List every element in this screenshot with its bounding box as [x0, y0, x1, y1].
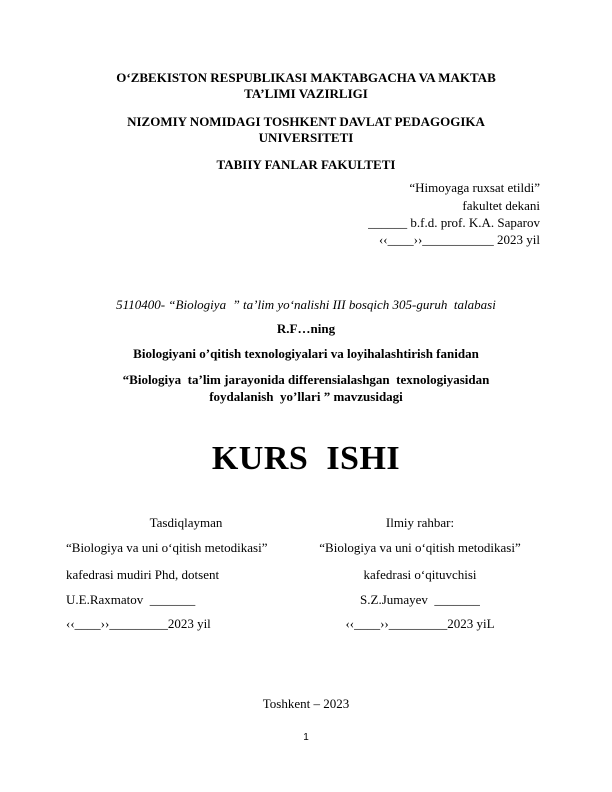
- left-department-line: “Biologiya va uni o‘qitish metodikasi”: [66, 540, 268, 555]
- left-date-line: ‹‹____››_________2023 yil: [66, 616, 211, 631]
- right-supervisor-label: Ilmiy rahbar:: [385, 515, 455, 530]
- approval-line-3: ______ b.f.d. prof. K.A. Saparov: [368, 215, 540, 230]
- approval-line-1: “Himoyaga ruxsat etildi”: [409, 180, 540, 195]
- document-title: KURS ISHI: [211, 440, 401, 477]
- left-signer-line: U.E.Raxmatov _______: [66, 592, 196, 607]
- approval-line-4: ‹‹____››___________ 2023 yil: [378, 232, 540, 247]
- ministry-line-1: O‘ZBEKISTON RESPUBLIKASI MAKTABGACHA VA MAKTAB: [116, 70, 496, 85]
- subject-line: Biologiyani o’qitish texnologiyalari va loyihalashtirish fanidan: [133, 346, 479, 361]
- student-program-line: 5110400- “Biologiya ” ta’lim yo‘nalishi III bosqich 305-guruh talabasi: [116, 297, 496, 312]
- topic-line-1: “Biologiya ta’lim jarayonida differensialashgan texnologiyasidan: [122, 372, 490, 387]
- right-date-line: ‹‹____››_________2023 yiL: [345, 616, 495, 631]
- university-line-2: UNIVERSITETI: [258, 130, 354, 145]
- topic-line-2: foydalanish yo’llari ” mavzusidagi: [209, 389, 403, 404]
- city-year: Toshkent – 2023: [262, 696, 350, 711]
- ministry-line-2: TA’LIMI VAZIRLIGI: [244, 86, 368, 101]
- right-position-line: kafedrasi o‘qituvchisi: [363, 567, 477, 582]
- student-name: R.F…ning: [276, 321, 336, 336]
- faculty-name: TABIIY FANLAR FAKULTETI: [216, 157, 396, 172]
- right-signer-line: S.Z.Jumayev _______: [360, 592, 480, 607]
- left-approve-label: Tasdiqlayman: [149, 515, 223, 530]
- university-line-1: NIZOMIY NOMIDAGI TOSHKENT DAVLAT PEDAGOGIKA: [127, 114, 485, 129]
- right-department-line: “Biologiya va uni o‘qitish metodikasi”: [319, 540, 521, 555]
- left-position-line: kafedrasi mudiri Phd, dotsent: [66, 567, 220, 582]
- page-number: 1: [303, 732, 309, 743]
- approval-line-2: fakultet dekani: [462, 198, 540, 213]
